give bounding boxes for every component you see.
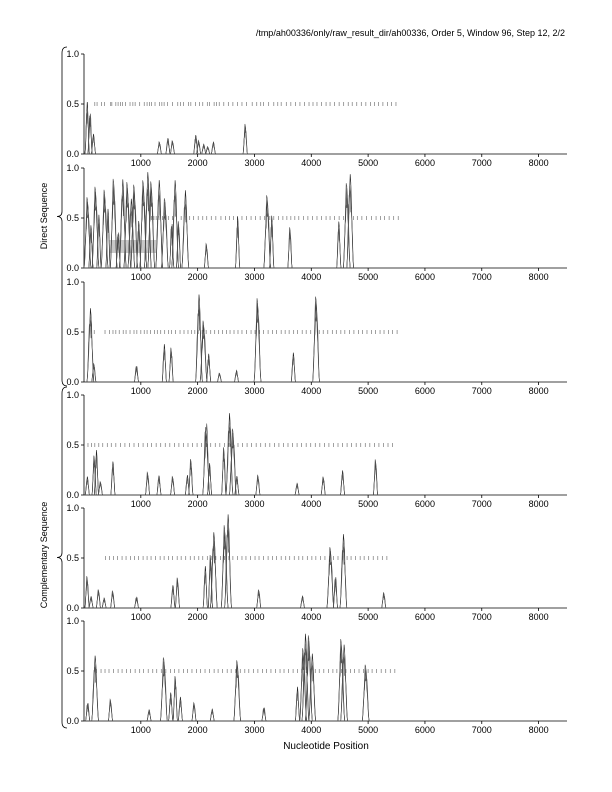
x-tick-label: 8000 <box>528 272 549 282</box>
trace-line <box>340 547 347 608</box>
x-tick-label: 4000 <box>301 386 322 396</box>
x-tick-label: 2000 <box>187 725 208 735</box>
trace-line <box>327 557 334 608</box>
x-tick-label: 8000 <box>528 725 549 735</box>
x-tick-label: 3000 <box>244 725 265 735</box>
x-tick-label: 5000 <box>358 612 379 622</box>
x-tick-label: 1000 <box>130 386 151 396</box>
x-tick-label: 2000 <box>187 612 208 622</box>
trace-line <box>262 708 266 721</box>
trace-line <box>182 204 189 268</box>
x-tick-label: 1000 <box>130 499 151 509</box>
x-tick-label: 7000 <box>471 725 492 735</box>
trace-line <box>230 440 237 495</box>
trace-line <box>333 577 337 608</box>
y-tick-label: 1.0 <box>66 277 79 287</box>
trace-line <box>86 703 90 721</box>
panel-complementary-frame-3 <box>66 616 567 735</box>
trace-line <box>134 597 138 608</box>
trace-line <box>254 313 261 383</box>
x-tick-label: 4000 <box>301 612 322 622</box>
x-tick-label: 2000 <box>187 272 208 282</box>
x-tick-label: 2000 <box>187 499 208 509</box>
x-tick-label: 6000 <box>414 386 435 396</box>
y-tick-label: 0.5 <box>66 213 79 223</box>
y-tick-label: 1.0 <box>66 390 79 400</box>
y-tick-label: 0.5 <box>66 440 79 450</box>
x-tick-label: 4000 <box>301 272 322 282</box>
x-tick-label: 6000 <box>414 158 435 168</box>
x-tick-label: 5000 <box>358 725 379 735</box>
x-tick-label: 3000 <box>244 272 265 282</box>
x-tick-label: 4000 <box>301 158 322 168</box>
panel-direct-frame-3 <box>66 277 567 396</box>
y-tick-label: 0.0 <box>66 603 79 613</box>
complementary-sequence-label: Complementary Sequence <box>39 501 49 609</box>
x-tick-label: 1000 <box>130 158 151 168</box>
x-tick-label: 7000 <box>471 612 492 622</box>
x-tick-label: 4000 <box>301 499 322 509</box>
x-tick-label: 3000 <box>244 499 265 509</box>
y-tick-label: 0.5 <box>66 666 79 676</box>
panel-direct-frame-1 <box>66 49 567 168</box>
trace-line <box>203 432 210 495</box>
x-tick-label: 7000 <box>471 386 492 396</box>
x-tick-label: 4000 <box>301 725 322 735</box>
x-tick-label: 1000 <box>130 272 151 282</box>
panel-direct-frame-2 <box>66 163 567 282</box>
x-tick-label: 5000 <box>358 499 379 509</box>
panel-complementary-frame-1 <box>66 390 567 509</box>
y-tick-label: 0.5 <box>66 327 79 337</box>
direct-sequence-label: Direct Sequence <box>39 182 49 250</box>
x-tick-label: 8000 <box>528 612 549 622</box>
y-tick-label: 0.0 <box>66 377 79 387</box>
x-tick-label: 5000 <box>358 158 379 168</box>
x-tick-label: 7000 <box>471 158 492 168</box>
y-tick-label: 0.5 <box>66 99 79 109</box>
y-tick-label: 0.5 <box>66 553 79 563</box>
x-tick-label: 3000 <box>244 158 265 168</box>
x-tick-label: 1000 <box>130 612 151 622</box>
trace-line <box>92 667 99 721</box>
trace-line <box>134 366 138 382</box>
x-tick-label: 6000 <box>414 499 435 509</box>
x-tick-label: 6000 <box>414 612 435 622</box>
x-axis-label: Nucleotide Position <box>283 741 369 752</box>
trace-line <box>166 140 170 154</box>
x-tick-label: 5000 <box>358 386 379 396</box>
x-tick-label: 1000 <box>130 725 151 735</box>
y-tick-label: 1.0 <box>66 163 79 173</box>
x-tick-label: 3000 <box>244 612 265 622</box>
x-tick-label: 5000 <box>358 272 379 282</box>
figure-title: /tmp/ah00336/only/raw_result_dir/ah00336, Order 5, Window 96, Step 12, 2/2 <box>255 28 565 38</box>
y-tick-label: 1.0 <box>66 503 79 513</box>
y-tick-label: 0.0 <box>66 490 79 500</box>
y-tick-label: 1.0 <box>66 616 79 626</box>
x-tick-label: 6000 <box>414 725 435 735</box>
x-tick-label: 6000 <box>414 272 435 282</box>
x-tick-label: 7000 <box>471 272 492 282</box>
y-tick-label: 1.0 <box>66 49 79 59</box>
x-tick-label: 8000 <box>528 499 549 509</box>
x-tick-label: 7000 <box>471 499 492 509</box>
y-tick-label: 0.0 <box>66 716 79 726</box>
y-tick-label: 0.0 <box>66 263 79 273</box>
chart-panels <box>66 49 567 735</box>
panel-complementary-frame-2 <box>66 503 567 622</box>
x-tick-label: 2000 <box>187 158 208 168</box>
trace-line <box>234 372 238 382</box>
x-tick-label: 2000 <box>187 386 208 396</box>
x-tick-label: 8000 <box>528 386 549 396</box>
y-tick-label: 0.0 <box>66 149 79 159</box>
trace-line <box>156 195 163 269</box>
x-tick-label: 8000 <box>528 158 549 168</box>
trace-line <box>210 711 214 721</box>
trace-line <box>196 310 203 383</box>
x-tick-label: 3000 <box>244 386 265 396</box>
